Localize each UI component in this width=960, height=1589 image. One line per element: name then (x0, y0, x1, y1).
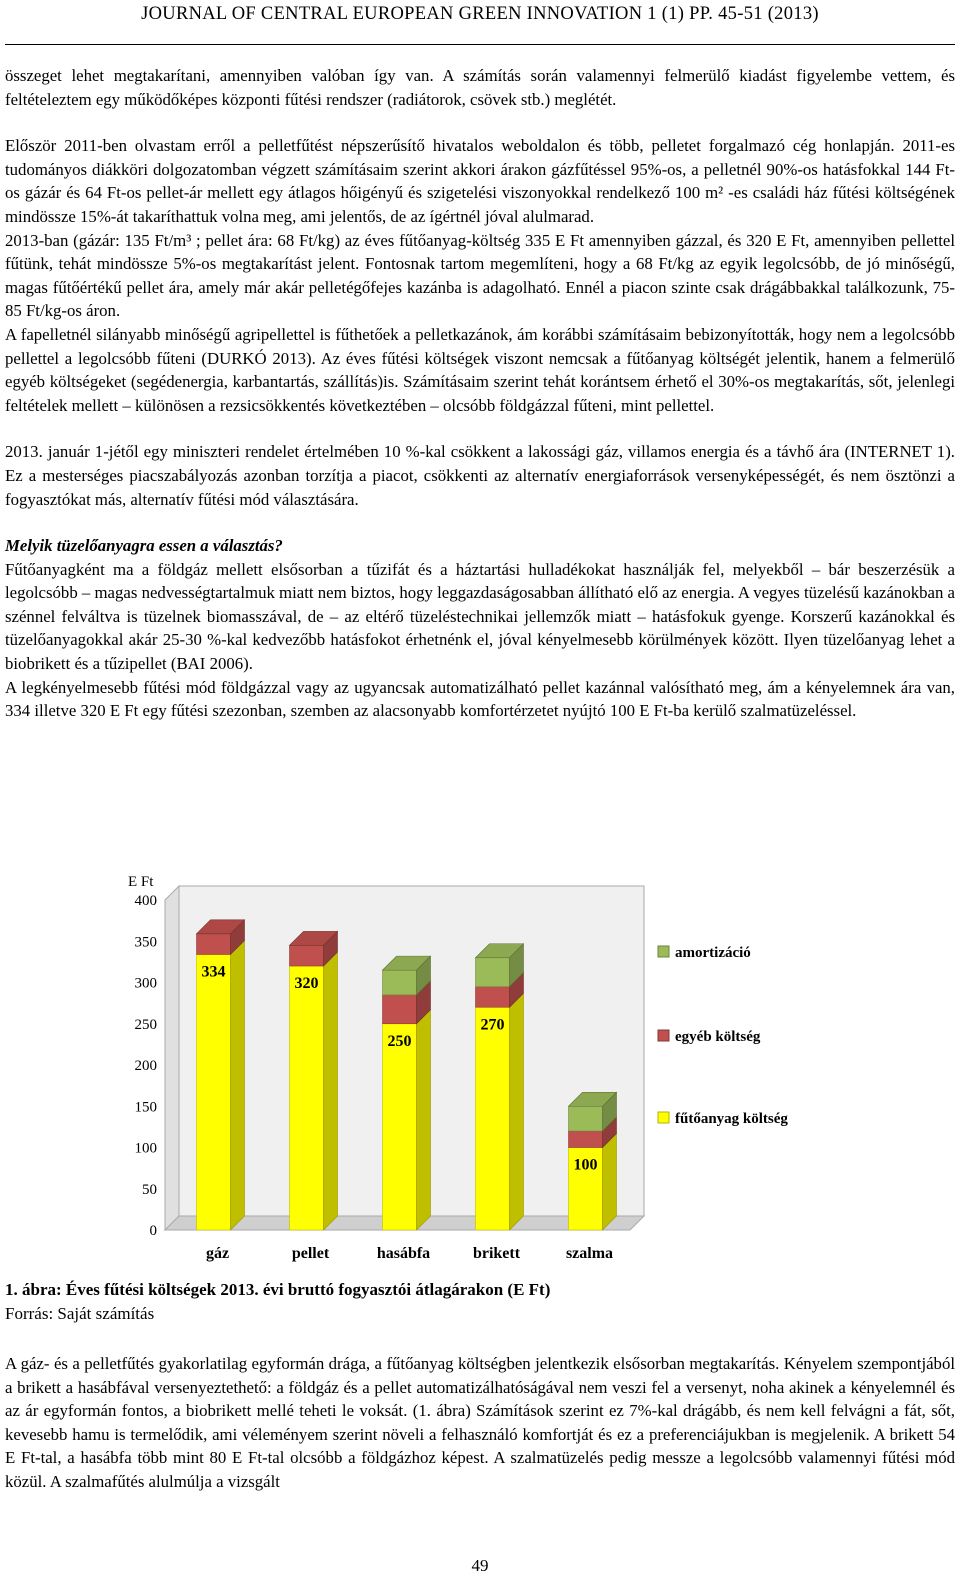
data-label: 270 (480, 1016, 505, 1034)
body-text-top (5, 64, 955, 723)
legend-swatch (658, 946, 669, 957)
bar-segment-side (603, 1134, 617, 1231)
paragraph: 2013. január 1-jétől egy miniszteri rendelet értelmében 10 %-kal csökkent a lakossági gáz, villamos energia és a távhő ára (INTERNET 1). Ez a mesterséges piacszabályozás azonban torzítja a piacot, csökkenti az alternatív energiaforrások versenyképességét, és nem ösztönzi a fogyasztókat más, alternatív fűtési mód választására. (5, 442, 955, 509)
y-tick-label: 400 (134, 893, 157, 909)
y-tick-label: 150 (134, 1099, 157, 1116)
y-tick-label: 50 (142, 1181, 157, 1198)
y-tick-label: 250 (134, 1016, 157, 1033)
figure-caption: 1. ábra: Éves fűtési költségek 2013. évi bruttó fogyasztói átlagárakon (E Ft) (5, 1280, 551, 1299)
section-heading: Melyik tüzelőanyagra essen a választás? (5, 536, 283, 556)
category-label: gáz (205, 1245, 230, 1262)
chart-side-wall (165, 886, 179, 1230)
legend-label: egyéb költség (675, 1029, 761, 1045)
bar-segment (197, 954, 231, 1230)
paragraph: A gáz- és a pelletfűtés gyakorlatilag egyformán drága, a fűtőanyag költségben jelentkezik elsősorban megtakarítás. Kényelem szempontjából a brikett a hasábfával versenyeztethető: a földgáz és a pellet automatizálhatóságával nem veszi fel a versenyt, noha akinek a kényelemnél és az ár egyformán fontos, a biobrikett mellé teheti le voksát. (1. ábra) Számítások szerint ez 7%-kal drágább, és nem kell felvágni a fát, sőt, kevesebb hamu is termelődik, ami véleményem szerint növeli a felhasználó komfortját és ez a preferenciájukban is megjelenik. A brikett 54 E Ft-tal, a hasábfa több mint 80 E Ft-tal olcsóbb a földgázhoz képest. A szalmatüzelés pedig messze a legolcsóbb valamennyi fűtési mód közül. A szalmafűtés alulmúlja a vizsgált (5, 1354, 955, 1491)
bar-segment (569, 1106, 603, 1131)
data-label: 334 (201, 963, 226, 981)
paragraph: A legkényelmesebb fűtési mód földgázzal vagy az ugyancsak automatizálható pellet kazánnal valósítható meg, ám a kényelemnek ára van, 334 illetve 320 E Ft egy fűtési szezonban, szemben az alacsonyabb komfortérzetet nyújtó 100 E Ft-ba kerülő szalmatüzeléssel. (5, 677, 955, 721)
y-tick-label: 100 (134, 1140, 157, 1157)
y-axis-label: E Ft (128, 874, 154, 890)
body-text-bottom (5, 1352, 955, 1494)
legend-swatch (658, 1112, 669, 1123)
bar-segment (290, 966, 324, 1230)
category-label: brikett (472, 1245, 521, 1262)
running-header: JOURNAL OF CENTRAL EUROPEAN GREEN INNOVATION 1 (1) PP. 45-51 (2013) (141, 4, 819, 24)
data-label: 320 (294, 975, 319, 992)
legend-swatch (658, 1030, 669, 1041)
heating-cost-chart (120, 870, 820, 1270)
paragraph: 2013-ban (gázár: 135 Ft/m³ ; pellet ára: 68 Ft/kg) az éves fűtőanyag-költség 335 E Ft amennyiben gázzal, és 320 E Ft, amennyiben pellettel fűtünk, tehát mindössze 5%-os megtakarítást jelent. Fontosnak tartom megemlíteni, hogy a 68 Ft/kg az egyik legolcsóbb, de jó minőségű, magas fűtőértékű pellet ára, amely már akár pelletégőfejes kazánba is adagolható. Ennél a piacon szinte csak drágábbakkal találkozunk, 75-85 Ft/kg-os áron. (5, 230, 955, 321)
data-label: 250 (387, 1032, 412, 1050)
legend-label: amortizáció (675, 945, 751, 961)
category-label: pellet (291, 1245, 330, 1262)
bar-segment-side (510, 993, 524, 1230)
legend-label: fűtőanyag költség (675, 1111, 788, 1127)
bar-segment (383, 1024, 417, 1230)
bar-segment (569, 1131, 603, 1148)
bar-segment-side (417, 1010, 431, 1230)
bar-segment (383, 970, 417, 995)
bar-segment (197, 934, 231, 955)
bar-segment (476, 987, 510, 1008)
paragraph: összeget lehet megtakarítani, amennyiben valóban így van. A számítás során valamennyi felmerülő kiadást figyelembe vettem, és feltételeztem egy működőképes központi fűtési rendszer (radiátorok, csövek stb.) meglétét. (5, 66, 955, 109)
bar-segment (476, 958, 510, 987)
page-number: 49 (471, 1556, 489, 1575)
y-tick-label: 0 (149, 1223, 157, 1239)
paragraph: Fűtőanyagként ma a földgáz mellett elsősorban a tűzifát és a háztartási hulladékokat használják fel, melyekből – bár beszerzésük a legolcsóbb – magas nedvességtartalmuk miatt nem biztos, hogy leggazdaságosabban állítható elő az energia. A vegyes tüzelésű kazánokban a szénnel felváltva is tüzelnek biomasszával, de – az eltérő tüzeléstechnikai jellemzők miatt – hatásfokuk gyenge. Korszerű kazánokkal és tüzelőanyagokkal akár 25-30 %-kal kedvezőbb hatásfokot érhetnénk el, jóval kényelmesebb körülmények között. Ilyen tüzelőanyag lehet a biobrikett és a tűzipellet (BAI 2006). (5, 559, 955, 674)
bar-segment (290, 945, 324, 966)
y-tick-label: 350 (134, 934, 157, 951)
category-label: szalma (565, 1245, 614, 1262)
data-label: 100 (573, 1156, 598, 1174)
bar-segment (383, 995, 417, 1024)
y-tick-label: 300 (134, 975, 157, 992)
paragraph: A fapelletnél silányabb minőségű agripellettel is fűthetőek a pelletkazánok, ám korábbi számításaim bebizonyították, hogy nem a legolcsóbb pellettel a legolcsóbb fűteni (DURKÓ 2013). Az éves fűtési költségek viszont nemcsak a fűtőanyag költségét jelentik, hanem a felmerülő egyéb költségeket (segédenergia, karbantartás, szállítás)is. Számításaim szerint tehát korántsem érhető el 30%-os megtakarítás, sőt, jelenlegi feltételek mellett – különösen a rezsicsökkentés következtében – olcsóbb földgázzal fűteni, mint pellettel. (5, 324, 955, 415)
bar-segment (476, 1007, 510, 1230)
figure-source: Forrás: Saját számítás (5, 1304, 155, 1323)
category-label: hasábfa (376, 1245, 431, 1262)
header-rule (5, 44, 955, 45)
paragraph: Először 2011-ben olvastam erről a pelletfűtést népszerűsítő hivatalos weboldalon és több, pelletet forgalmazó cég honlapján. 2011-es tudományos diákköri dolgozatomban végzett számításaim szerint akkori árakon gázfűtéssel 95%-os, a pelletnél 90%-os hatásfokkal 144 Ft-os gázár és 64 Ft-os pellet-ár mellett egy átlagos hőigényű és szigetelési viszonyokkal rendelkező 100 m² -es családi ház fűtési költségének mindössze 15%-át takaríthattuk volna meg, ami jelentős, de az ígértnél jóval alulmarad. (5, 136, 955, 226)
bar-segment-side (324, 952, 338, 1230)
bar-segment-side (231, 940, 245, 1230)
y-tick-label: 200 (134, 1058, 157, 1074)
